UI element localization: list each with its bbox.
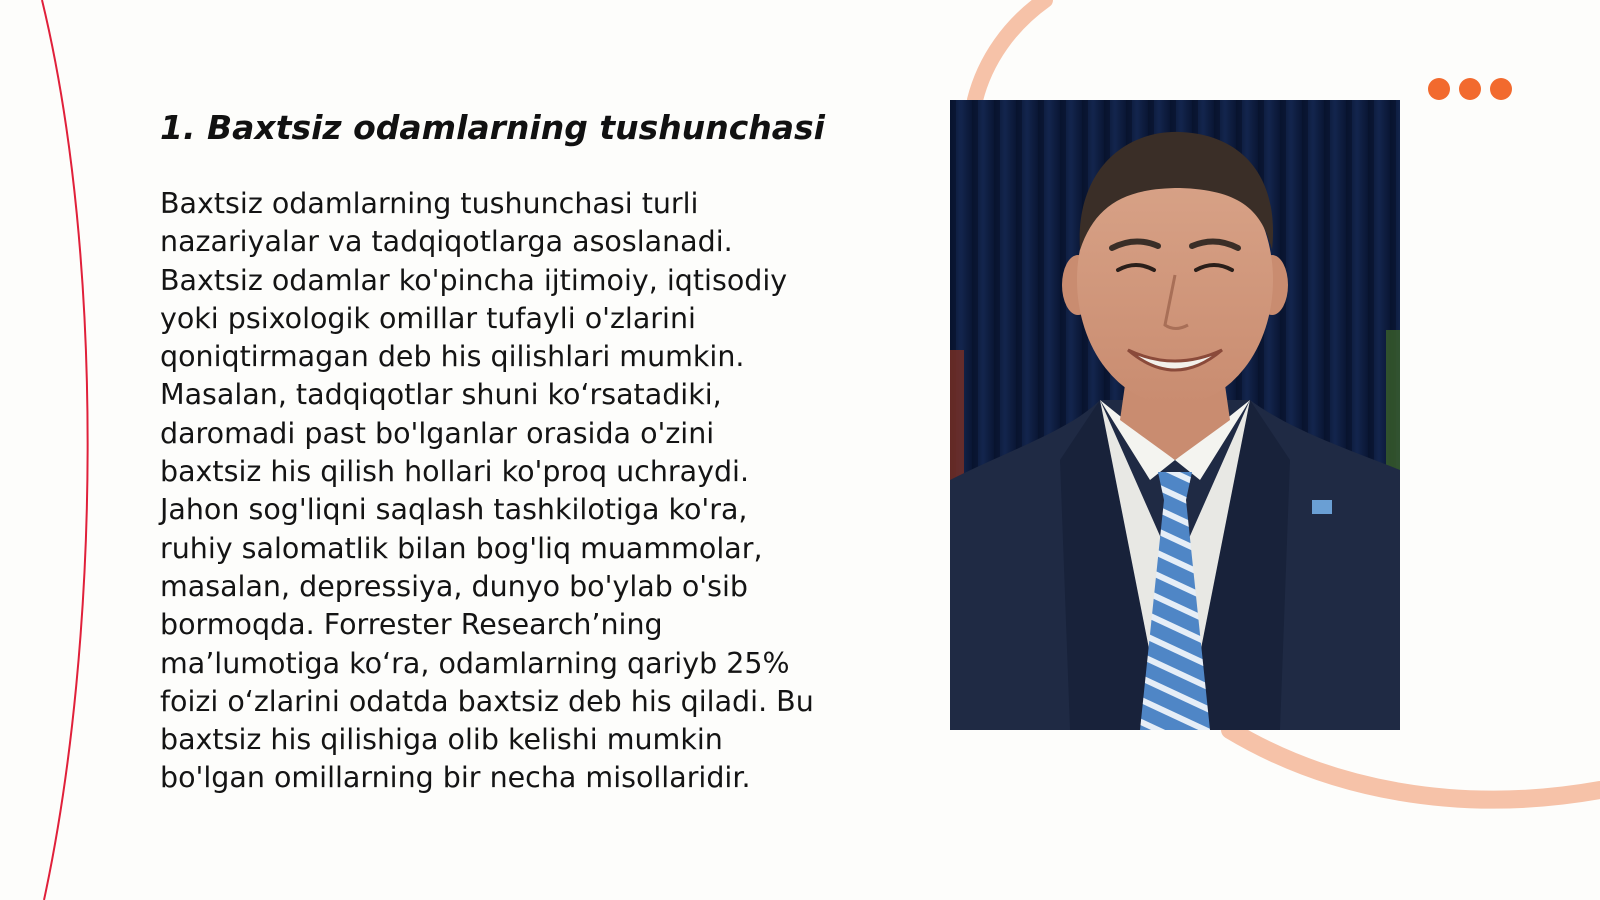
- portrait-photo: [950, 100, 1400, 730]
- slide-title: 1. Baxtsiz odamlarning tushunchasi: [160, 108, 825, 147]
- bottom-peach-arc: [1230, 730, 1600, 800]
- dot-icon: [1459, 78, 1481, 100]
- left-red-arc: [42, 0, 88, 900]
- three-dots-icon: [1428, 78, 1512, 100]
- slide-body-text: Baxtsiz odamlarning tushunchasi turli nazariyalar va tadqiqotlarga asoslanadi. Baxtsiz odamlar ko'pincha ijtimoiy, iqtisodiy yoki psixologik omillar tufayli o'zlarini qoniqtirmagan deb his qilishlari mumkin. Masalan, tadqiqotlar shuni ko‘rsatadiki, daromadi past bo'lganlar orasida o'zini baxtsiz his qilish hollari ko'proq uchraydi. Jahon sog'liqni saqlash tashkilotiga ko'ra, ruhiy salomatlik bilan bog'liq muammolar, masalan, depressiya, dunyo bo'ylab o'sib bormoqda. Forrester Research’ning ma’lumotiga ko‘ra, odamlarning qariyb 25% foizi o‘zlarini odatda baxtsiz deb his qiladi. Bu baxtsiz his qilishiga olib kelishi mumkin bo'lgan omillarning bir necha misollaridir.: [160, 187, 814, 795]
- dot-icon: [1490, 78, 1512, 100]
- portrait-illustration: [950, 100, 1400, 730]
- top-peach-arc: [975, 0, 1045, 100]
- dot-icon: [1428, 78, 1450, 100]
